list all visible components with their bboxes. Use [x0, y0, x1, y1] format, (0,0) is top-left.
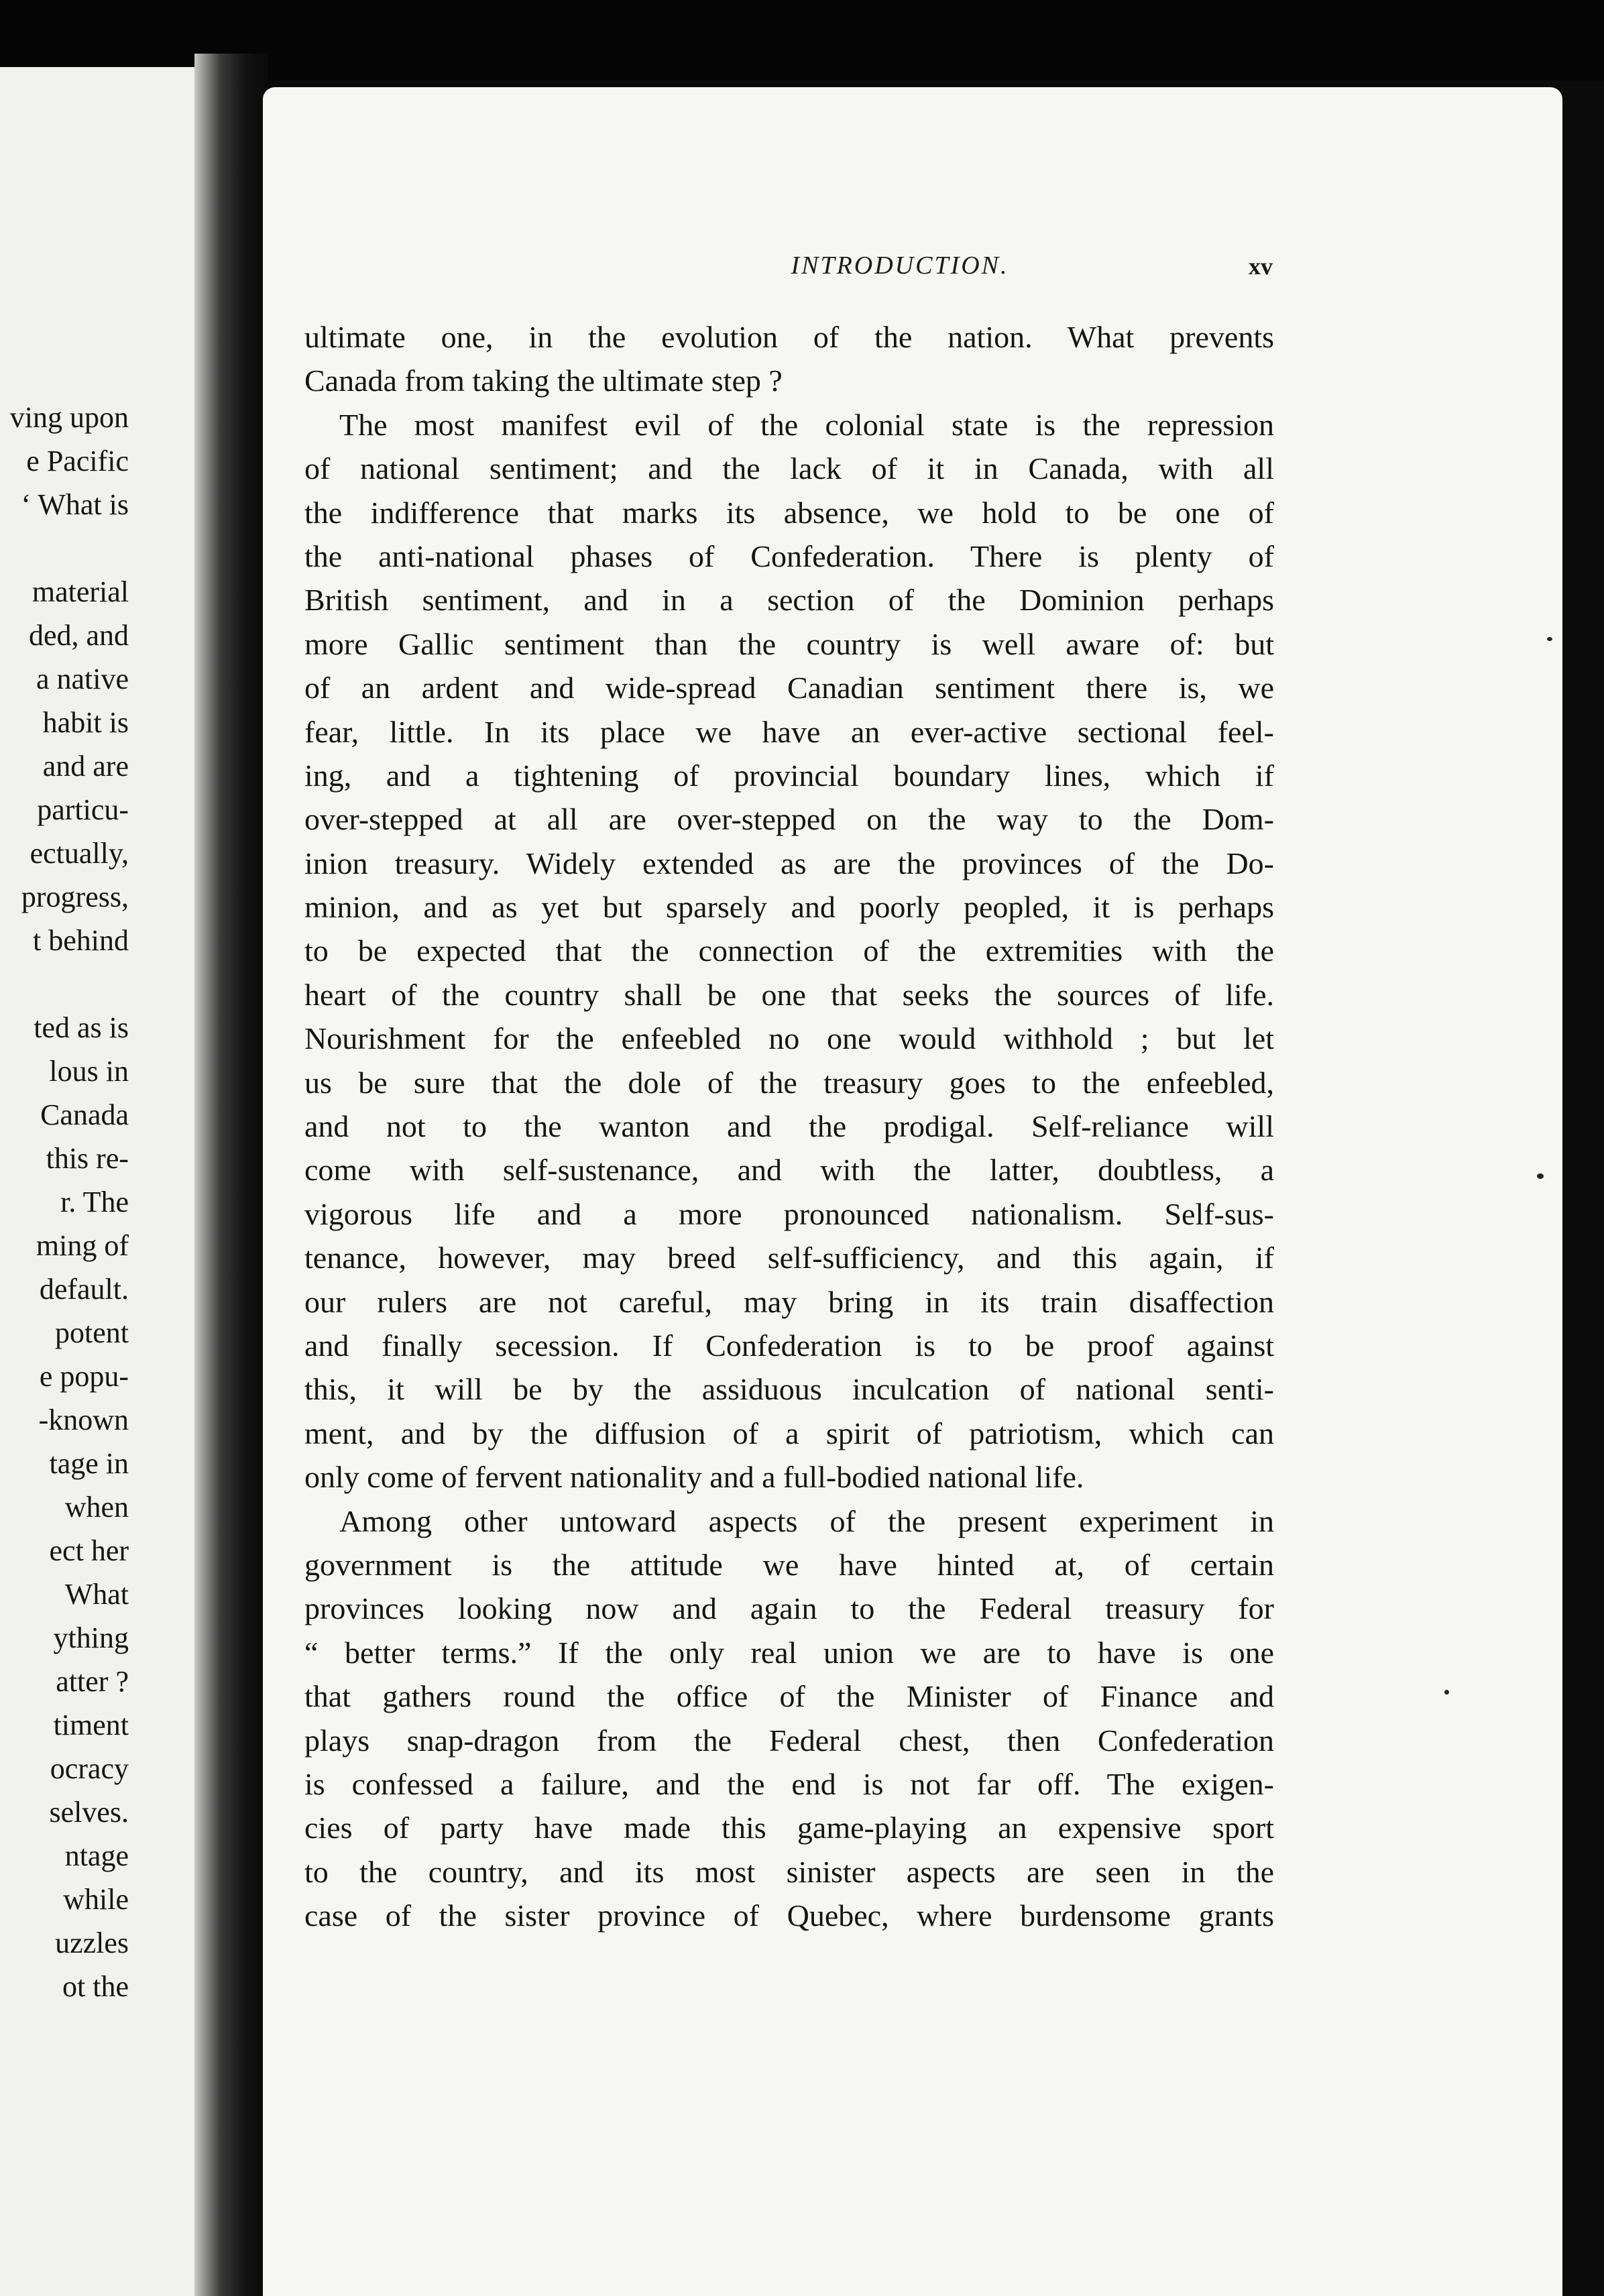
text-line: provinces looking now and again to the Federal treasury for	[304, 1591, 1274, 1626]
text-line: ultimate one, in the evolution of the nation. What prevents	[304, 320, 1274, 354]
facing-page-fragment: default.	[39, 1273, 129, 1306]
facing-page-fragment: atter ?	[56, 1665, 129, 1698]
facing-page-fragment: selves.	[49, 1796, 129, 1829]
facing-page-fragment: progress,	[21, 880, 129, 913]
text-line: tenance, however, may breed self-sufficiency, and this again, if	[304, 1241, 1274, 1275]
text-line: The most manifest evil of the colonial state is the repression	[339, 407, 1274, 442]
page-header	[263, 251, 1562, 291]
book-gutter-shadow	[194, 54, 268, 2296]
text-line: of an ardent and wide-spread Canadian sentiment there is, we	[304, 671, 1274, 705]
text-line: government is the attitude we have hinted at, of certain	[304, 1547, 1274, 1582]
facing-page-fragment: -known	[38, 1403, 129, 1436]
facing-page-left	[0, 67, 208, 2296]
text-line: vigorous life and a more pronounced nationalism. Self-sus-	[304, 1196, 1274, 1231]
facing-page-fragment: ectually,	[30, 837, 129, 870]
scan-speck	[1547, 637, 1552, 641]
facing-page-fragment: this re-	[46, 1142, 129, 1175]
text-line: Nourishment for the enfeebled no one would withhold ; but let	[304, 1021, 1274, 1056]
text-line: Canada from taking the ultimate step ?	[304, 363, 783, 398]
text-line: Among other untoward aspects of the present experiment in	[339, 1503, 1274, 1538]
text-line: only come of fervent nationality and a full-bodied national life.	[304, 1460, 1084, 1495]
facing-page-fragment: ntage	[64, 1839, 129, 1872]
text-line: to be expected that the connection of the extremities with the	[304, 933, 1274, 968]
scan-speck	[1444, 1690, 1449, 1695]
body-text	[304, 315, 1274, 1937]
facing-page-fragment: lous in	[49, 1055, 129, 1088]
scan-speck	[1537, 1173, 1544, 1179]
facing-page-fragment	[0, 962, 129, 1006]
text-line: cies of party have made this game-playing an expensive sport	[304, 1811, 1274, 1845]
text-line: case of the sister province of Quebec, where burdensome grants	[304, 1898, 1274, 1933]
facing-page-fragment: ocracy	[50, 1752, 129, 1785]
book-page-xv	[263, 87, 1562, 2296]
text-line: fear, little. In its place we have an ever-active sectional feel-	[304, 714, 1274, 749]
text-line: inion treasury. Widely extended as are the provinces of the Do-	[304, 846, 1274, 880]
text-line: “ better terms.” If the only real union we are to have is one	[304, 1635, 1274, 1670]
text-line: British sentiment, and in a section of the Dominion perhaps	[304, 583, 1274, 618]
text-line: come with self-sustenance, and with the latter, doubtless, a	[304, 1153, 1274, 1188]
facing-page-fragment: ect her	[49, 1534, 129, 1567]
facing-page-fragment: Canada	[40, 1098, 129, 1131]
facing-page-fragment: ving upon	[9, 401, 129, 434]
text-line: of national sentiment; and the lack of it in Canada, with all	[304, 451, 1274, 486]
text-line: is confessed a failure, and the end is not far off. The exigen-	[304, 1766, 1274, 1801]
text-line: us be sure that the dole of the treasury goes to the enfeebled,	[304, 1065, 1274, 1100]
facing-page-fragment: What	[64, 1578, 129, 1611]
text-line: ing, and a tightening of provincial boundary lines, which if	[304, 758, 1274, 793]
text-line: the indifference that marks its absence, we hold to be one of	[304, 495, 1274, 530]
facing-page-fragment: e Pacific	[26, 445, 129, 477]
facing-page-fragment: uzzles	[55, 1927, 129, 1959]
facing-page-text-fragments	[0, 396, 129, 2008]
facing-page-fragment: ot the	[62, 1970, 129, 2003]
facing-page-fragment	[0, 526, 129, 570]
facing-page-fragment: r. The	[60, 1186, 129, 1218]
text-line: plays snap-dragon from the Federal chest, then Confederation	[304, 1723, 1274, 1758]
text-line: more Gallic sentiment than the country is well aware of: but	[304, 626, 1274, 661]
text-line: ment, and by the diffusion of a spirit of patriotism, which can	[304, 1416, 1274, 1450]
text-line: minion, and as yet but sparsely and poorly peopled, it is perhaps	[304, 890, 1274, 925]
text-line: and finally secession. If Confederation is to be proof against	[304, 1328, 1274, 1363]
text-line: the anti-national phases of Confederation. There is plenty of	[304, 538, 1274, 573]
facing-page-fragment: habit is	[42, 706, 129, 739]
text-line: to the country, and its most sinister aspects are seen in the	[304, 1854, 1274, 1889]
text-line: this, it will be by the assiduous inculcation of national senti-	[304, 1372, 1274, 1407]
facing-page-fragment: when	[64, 1491, 129, 1524]
text-line: our rulers are not careful, may bring in its train disaffection	[304, 1284, 1274, 1319]
facing-page-fragment: particu-	[37, 793, 129, 826]
facing-page-fragment: ‘ What is	[21, 488, 129, 521]
text-line: over-stepped at all are over-stepped on the way to the Dom-	[304, 802, 1274, 837]
facing-page-fragment: while	[63, 1883, 129, 1916]
facing-page-fragment: tage in	[49, 1447, 129, 1480]
facing-page-fragment: a native	[36, 663, 129, 695]
text-line: heart of the country shall be one that seeks the sources of life.	[304, 977, 1274, 1012]
text-line: that gathers round the office of the Minister of Finance and	[304, 1679, 1274, 1714]
facing-page-fragment: ming of	[36, 1229, 129, 1262]
page-number: xv	[1249, 253, 1273, 280]
text-line: and not to the wanton and the prodigal. Self-reliance will	[304, 1109, 1274, 1144]
facing-page-fragment: e popu-	[39, 1360, 129, 1393]
facing-page-fragment: ded, and	[28, 619, 129, 652]
facing-page-fragment: potent	[55, 1316, 129, 1349]
facing-page-fragment: t behind	[33, 924, 129, 957]
facing-page-fragment: timent	[53, 1709, 129, 1741]
facing-page-fragment: ything	[53, 1621, 129, 1654]
facing-page-fragment: and are	[42, 750, 129, 783]
facing-page-fragment: material	[32, 575, 129, 608]
running-head: INTRODUCTION.	[791, 251, 1009, 280]
facing-page-fragment: ted as is	[34, 1011, 129, 1044]
